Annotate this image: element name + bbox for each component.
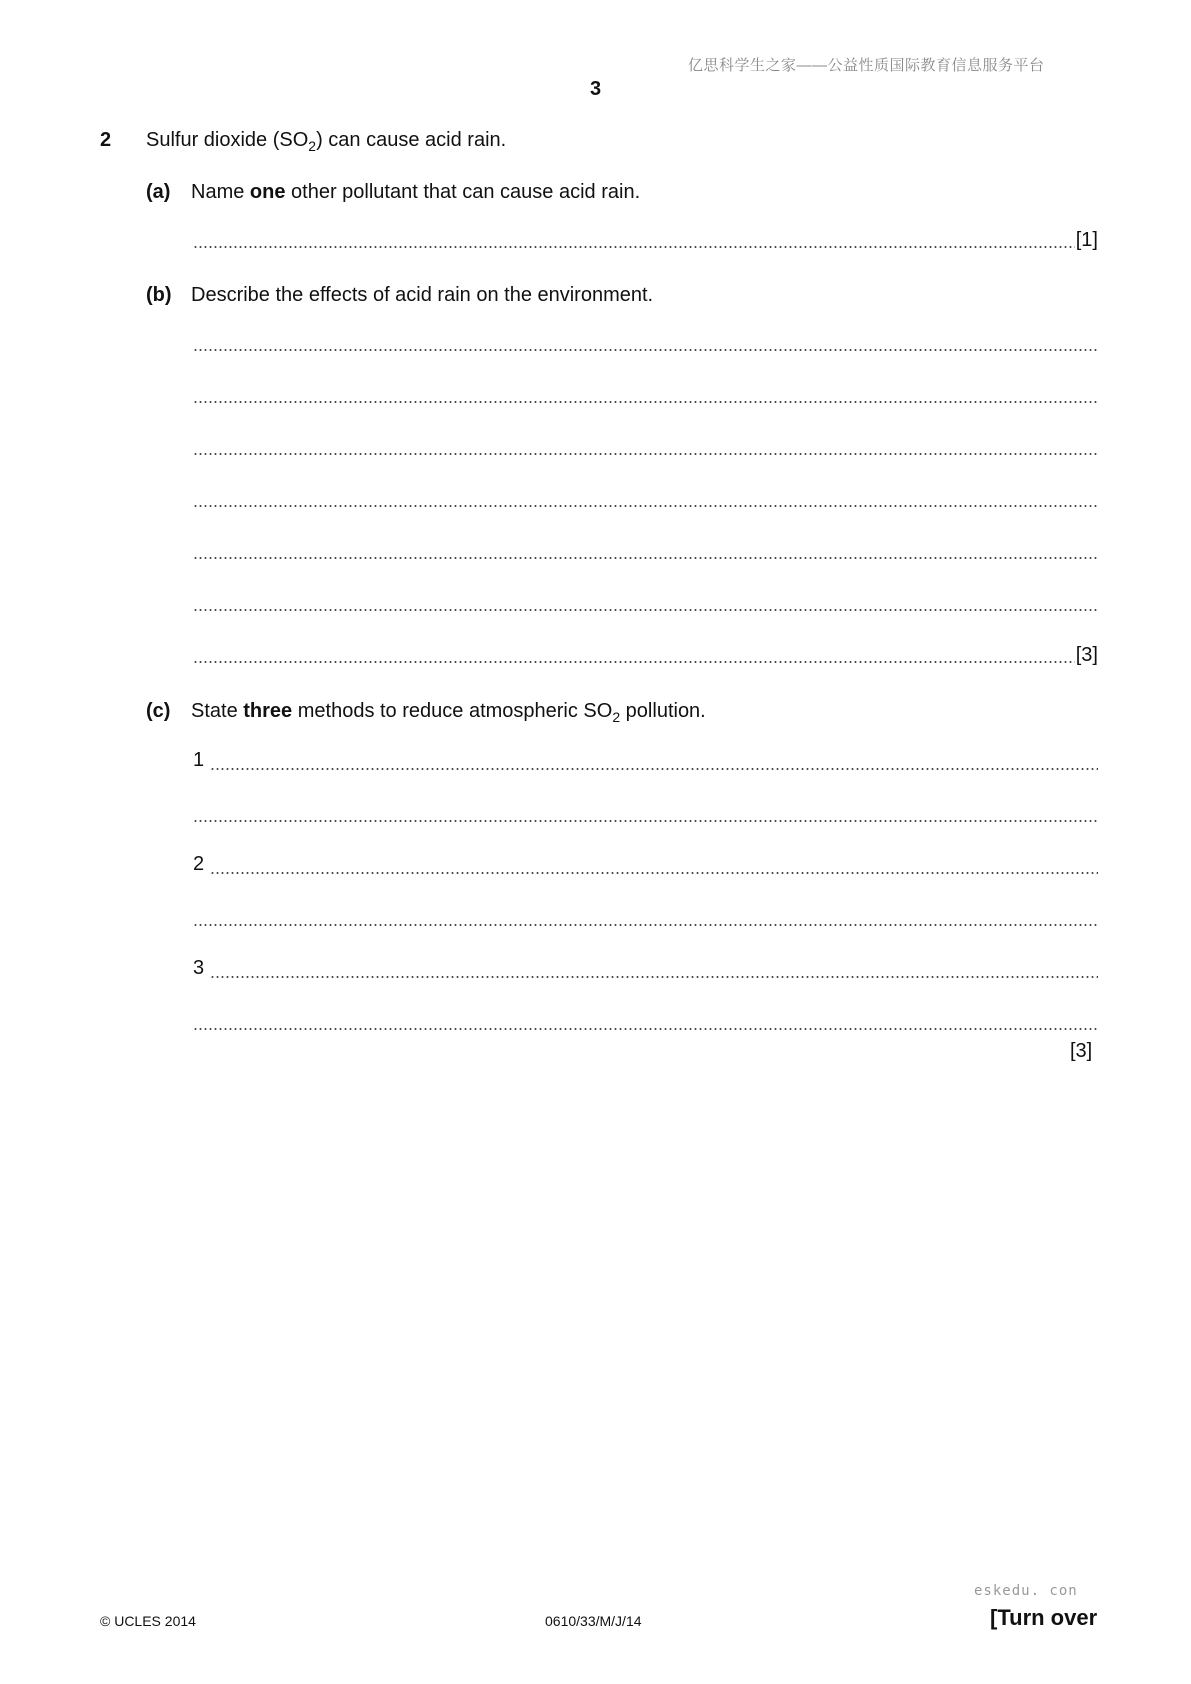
stem-text-after: ) can cause acid rain. <box>316 129 507 151</box>
question-number: 2 <box>100 129 112 151</box>
part-c-text-before: State <box>191 700 244 722</box>
question-stem <box>146 129 506 152</box>
dotted-line <box>193 609 1098 611</box>
stem-subscript: 2 <box>308 138 317 154</box>
dotted-line <box>193 246 1075 248</box>
answer-line-c-3a[interactable] <box>193 957 1098 980</box>
answer-line-b-1[interactable] <box>193 333 1098 353</box>
dotted-line <box>193 661 1075 663</box>
answer-line-b-6[interactable] <box>193 593 1098 613</box>
part-c-prompt <box>191 700 706 723</box>
answer-line-c-2b[interactable] <box>193 908 1098 928</box>
item-number-2: 2 <box>193 853 205 875</box>
dotted-line <box>193 557 1098 559</box>
part-b-prompt: Describe the effects of acid rain on the environment. <box>191 284 654 306</box>
answer-line-a[interactable] <box>193 230 1098 250</box>
dotted-line <box>193 1028 1098 1030</box>
item-number-3: 3 <box>193 957 205 979</box>
part-a-text-before: Name <box>191 181 250 203</box>
part-a-mark: [1] <box>1075 229 1098 251</box>
part-c-text-after: pollution. <box>620 700 706 722</box>
part-a-text-bold: one <box>249 181 286 203</box>
answer-line-b-2[interactable] <box>193 385 1098 405</box>
part-c-text-bold: three <box>243 700 293 722</box>
dotted-line <box>210 872 1098 874</box>
turn-over: [Turn over <box>990 1605 1098 1630</box>
part-b-mark: [3] <box>1075 644 1098 666</box>
paper-code: 0610/33/M/J/14 <box>545 1613 642 1629</box>
answer-line-b-7[interactable] <box>193 645 1098 665</box>
part-a-label: (a) <box>146 181 171 203</box>
answer-line-c-1b[interactable] <box>193 804 1098 824</box>
part-c-mark: [3] <box>1070 1040 1093 1062</box>
answer-line-b-3[interactable] <box>193 437 1098 457</box>
stem-text-before: Sulfur dioxide (SO <box>146 129 309 151</box>
page-number: 3 <box>589 78 602 100</box>
dotted-line <box>193 401 1098 403</box>
dotted-line <box>210 976 1098 978</box>
part-a-prompt <box>191 181 640 204</box>
dotted-line <box>193 349 1098 351</box>
part-c-label: (c) <box>146 700 171 722</box>
answer-line-b-5[interactable] <box>193 541 1098 561</box>
answer-line-b-4[interactable] <box>193 489 1098 509</box>
part-c-text-mid: methods to reduce atmospheric SO <box>292 700 613 722</box>
item-number-1: 1 <box>193 749 205 771</box>
dotted-line <box>193 453 1098 455</box>
dotted-line <box>193 505 1098 507</box>
dotted-line <box>193 924 1098 926</box>
watermark-bottom: eskedu. con <box>974 1583 1078 1599</box>
copyright: © UCLES 2014 <box>100 1613 196 1629</box>
part-b-label: (b) <box>146 284 172 306</box>
answer-line-c-3b[interactable] <box>193 1012 1098 1032</box>
dotted-line <box>210 768 1098 770</box>
dotted-line <box>193 820 1098 822</box>
part-c-subscript: 2 <box>612 709 621 725</box>
part-a-text-after: other pollutant that can cause acid rain. <box>285 181 641 203</box>
answer-line-c-1a[interactable] <box>193 749 1098 772</box>
answer-line-c-2a[interactable] <box>193 853 1098 876</box>
watermark-top: 亿思科学生之家——公益性质国际教育信息服务平台 <box>688 57 1045 74</box>
